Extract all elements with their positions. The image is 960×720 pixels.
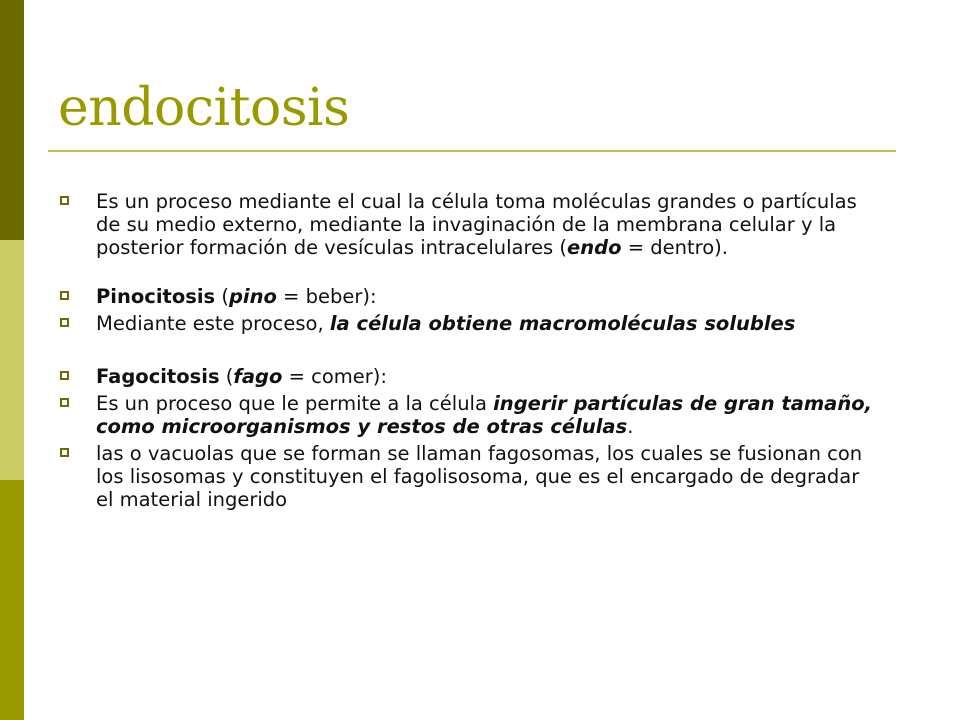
bullet-text: ( (215, 285, 229, 308)
square-bullet-icon (60, 291, 69, 300)
square-bullet-icon (60, 318, 69, 327)
bullet-fagocitosis-description (58, 392, 878, 438)
bullet-text: ( (219, 365, 234, 388)
bullet-text: Es un proceso que le permite a la célula (96, 392, 494, 415)
bullet-text: = beber): (276, 285, 377, 308)
sidebar-band-middle (0, 240, 24, 480)
bullet-text: Es un proceso mediante el cual la célula toma moléculas grandes o partículas de su medio externo, mediante la invaginación de la membrana celular y la posterior formación de vesículas intracelulares ( (96, 190, 857, 259)
bullet-fagocitosis-heading (58, 365, 878, 388)
bullet-list (58, 190, 878, 511)
square-bullet-icon (60, 398, 69, 407)
bullet-pinocitosis-heading (58, 285, 878, 308)
bullet-emphasis: endo (567, 236, 622, 259)
bullet-term: Pinocitosis (96, 285, 216, 308)
square-bullet-icon (60, 196, 69, 205)
slide-title: endocitosis (58, 78, 350, 138)
bullet-emphasis: la célula obtiene macromoléculas solubles (329, 312, 796, 335)
bullet-text: Mediante este proceso, (96, 312, 330, 335)
bullet-term: Fagocitosis (96, 365, 220, 388)
sidebar-band-top (0, 0, 24, 240)
sidebar-decoration (0, 0, 24, 720)
bullet-text: las o vacuolas que se forman se llaman fagosomas, los cuales se fusionan con los lisosomas y constituyen el fagolisosoma, que es el encargado de degradar el material ingerido (96, 442, 863, 511)
bullet-emphasis: fago (233, 365, 283, 388)
bullet-text: . (627, 415, 634, 438)
bullet-emphasis: ingerir partículas de gran tamaño, como microorganismos y restos de otras células (96, 392, 873, 438)
sidebar-band-bottom (0, 480, 24, 720)
bullet-text: = dentro). (621, 236, 728, 259)
bullet-emphasis: pino (228, 285, 277, 308)
square-bullet-icon (60, 448, 69, 457)
bullet-fagosomas (58, 442, 878, 511)
bullet-endocitosis-definition (58, 190, 878, 259)
bullet-pinocitosis-description (58, 312, 878, 335)
title-underline (48, 150, 896, 152)
bullet-text: = comer): (282, 365, 387, 388)
square-bullet-icon (60, 371, 69, 380)
